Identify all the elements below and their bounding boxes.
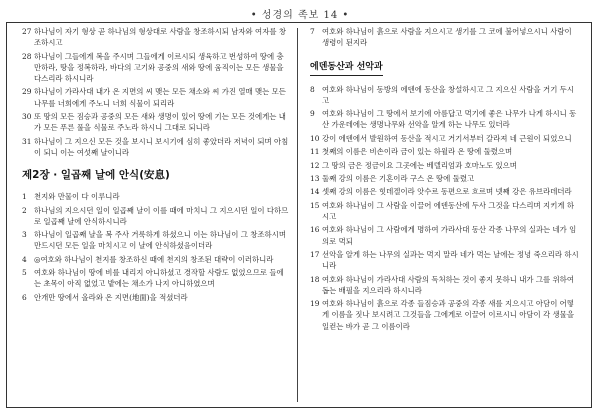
verse-item [22, 136, 290, 158]
verse-number: 6 [22, 292, 27, 302]
verse-item [310, 84, 580, 106]
verse-text: 강이 에덴에서 발원하여 동산을 적시고 거기서부터 갈라져 네 근원이 되었으니 [322, 133, 572, 143]
verse-text: 하나님이 그 지으신 모든 것을 보시니 보시기에 심히 좋았더라 저녁이 되며 아침이 되니 이는 여섯째 날이니라 [34, 136, 289, 157]
verse-item [310, 26, 580, 48]
verse-number: 4 [22, 254, 27, 264]
verse-item [22, 229, 290, 251]
right-column [310, 26, 580, 332]
verse-number: 19 [310, 299, 320, 309]
eden-verse-list [310, 84, 580, 332]
verse-item [310, 173, 580, 184]
verse-item [22, 86, 290, 108]
verse-text: 그 땅의 금은 정금이요 그곳에는 베델리엄과 호마노도 있으며 [322, 160, 517, 170]
verse-number: 29 [22, 87, 32, 97]
verse-text: 여호와 하나님이 땅에 비를 내리지 아니하셨고 경작할 사람도 없었으므로 들에는 초목이 아직 없었고 밭에는 채소가 나지 아니하였으며 [34, 268, 284, 289]
verse-number: 7 [310, 27, 315, 36]
verse-number: 28 [22, 51, 32, 61]
verse-text: 하나님이 일곱째 날을 복 주사 거룩하게 하셨으니 이는 하나님이 그 창조하시며 만드시던 모든 일을 마치시고 이 날에 안식하셨음이더라 [34, 230, 286, 251]
verse-text: 여호와 하나님이 그 사람을 이끌어 에덴동산에 두사 그것을 다스리며 지키게 하시고 [322, 200, 574, 221]
verse-text: 하나님이 가라사대 내가 온 지면의 씨 맺는 모든 채소와 씨 가진 열매 맺는 모든 나무를 너희에게 주노니 너희 식물이 되리라 [34, 87, 286, 108]
verse-item [22, 205, 290, 227]
chapter-heading: 제2장 · 일곱째 날에 안식(安息) [22, 168, 170, 181]
column-divider [297, 28, 298, 402]
verse-text: ◎여호와 하나님이 천지를 창조하신 때에 천지의 창조된 대략이 이러하니라 [34, 254, 274, 264]
verse-number: 30 [22, 111, 32, 121]
verse-text: 셋째 강의 이름은 힛데겔이라 앗수르 동편으로 흐르며 넷째 강은 유브라데더라 [322, 187, 572, 197]
verse-number: 10 [310, 133, 320, 143]
chapter2-verse-list [22, 191, 290, 303]
page-header: • 성경의 족보 14 • [250, 10, 350, 21]
verse-number: 18 [310, 274, 320, 284]
verse-number: 27 [22, 27, 32, 36]
left-verse-list [22, 26, 290, 158]
verse-text: 첫째의 이름은 비손이라 금이 있는 하윌라 온 땅에 둘렸으며 [322, 147, 513, 157]
verse-number: 16 [310, 225, 320, 235]
verse-text: 여호와 하나님이 흙으로 각종 들짐승과 공중의 각종 새를 지으시고 아담이 어떻게 이름을 짓나 보시려고 그것들을 그에게로 이끌어 이르시니 아담이 각 생물을 일컫는 바가 곧 그 이름이라 [322, 299, 574, 331]
verse-number: 14 [310, 187, 320, 197]
verse-text: 천지와 만물이 다 이루니라 [34, 192, 120, 202]
verse-item [310, 249, 580, 271]
verse-item [22, 26, 290, 48]
verse-item [310, 186, 580, 197]
verse-text: 여호와 하나님이 그 땅에서 보기에 아름답고 먹기에 좋은 나무가 나게 하시니 동산 가운데에는 생명나무와 선악을 알게 하는 나무도 있더라 [322, 109, 577, 130]
verse-text: 여호와 하나님이 가라사대 사람의 독처하는 것이 좋지 못하니 내가 그를 위하여 돕는 배필을 지으리라 하시니라 [322, 274, 574, 295]
verse-number: 17 [310, 249, 320, 259]
verse-number: 9 [310, 109, 315, 119]
verse-text: 하나님이 그들에게 복을 주시며 그들에게 이르시되 생육하고 번성하여 땅에 충만하라, 땅을 정복하라, 바다의 고기와 공중의 새와 땅에 움직이는 모든 생물을 다스리라 하시니라 [34, 51, 284, 83]
verse-item [310, 298, 580, 332]
verse-text: 안개만 땅에서 올라와 온 지면(地面)을 적셨더라 [34, 292, 188, 302]
verse-number: 1 [22, 192, 27, 202]
verse-text: 여호와 하나님이 흙으로 사람을 지으시고 생기를 그 코에 불어넣으시니 사람이 생령이 된지라 [322, 27, 572, 48]
verse-number: 5 [22, 268, 27, 278]
verse-number: 3 [22, 230, 27, 240]
verse-item [310, 160, 580, 171]
verse-number: 15 [310, 200, 320, 210]
verse-item [310, 200, 580, 222]
verse-item [310, 146, 580, 157]
verse-item [22, 292, 290, 303]
verse-number: 11 [310, 147, 320, 157]
verse-text: 둘째 강의 이름은 기혼이라 구스 온 땅에 둘렸고 [322, 173, 475, 183]
verse-item [22, 51, 290, 85]
section-heading: 에덴동산과 선악과 [310, 62, 383, 75]
right-verse-list [310, 26, 580, 48]
verse-number: 2 [22, 205, 27, 215]
verse-item [22, 267, 290, 289]
verse-text: 하나님의 지으시던 일이 일곱째 날이 이를 때에 마치니 그 지으시던 일이 다하므로 일곱째 날에 안식하시니라 [34, 205, 289, 226]
verse-text: 하나님이 자기 형상 곧 하나님의 형상대로 사람을 창조하시되 남자와 여자를 창조하시고 [34, 27, 286, 48]
verse-number: 31 [22, 136, 32, 146]
verse-item [310, 224, 580, 246]
verse-item [22, 111, 290, 133]
verse-number: 8 [310, 84, 315, 94]
verse-text: 여호와 하나님이 그 사람에게 명하여 가라사대 동산 각종 나무의 실과는 네가 임의로 먹되 [322, 225, 577, 246]
verse-number: 12 [310, 160, 320, 170]
verse-item [310, 274, 580, 296]
left-column [22, 26, 290, 303]
verse-number: 13 [310, 173, 320, 183]
verse-item [310, 108, 580, 130]
verse-text: 또 땅의 모든 짐승과 공중의 모든 새와 생명이 있어 땅에 기는 모든 것에게는 내가 모든 푸른 풀을 식물로 주노라 하시니 그대로 되니라 [34, 111, 286, 133]
verse-item [22, 254, 290, 265]
verse-text: 선악을 알게 하는 나무의 실과는 먹지 말라 네가 먹는 날에는 정녕 죽으리라 하시니라 [322, 249, 579, 271]
verse-item [310, 133, 580, 144]
verse-text: 여호와 하나님이 동방의 에덴에 동산을 창설하시고 그 지으신 사람을 거기 두시고 [322, 84, 574, 105]
verse-item [22, 191, 290, 202]
